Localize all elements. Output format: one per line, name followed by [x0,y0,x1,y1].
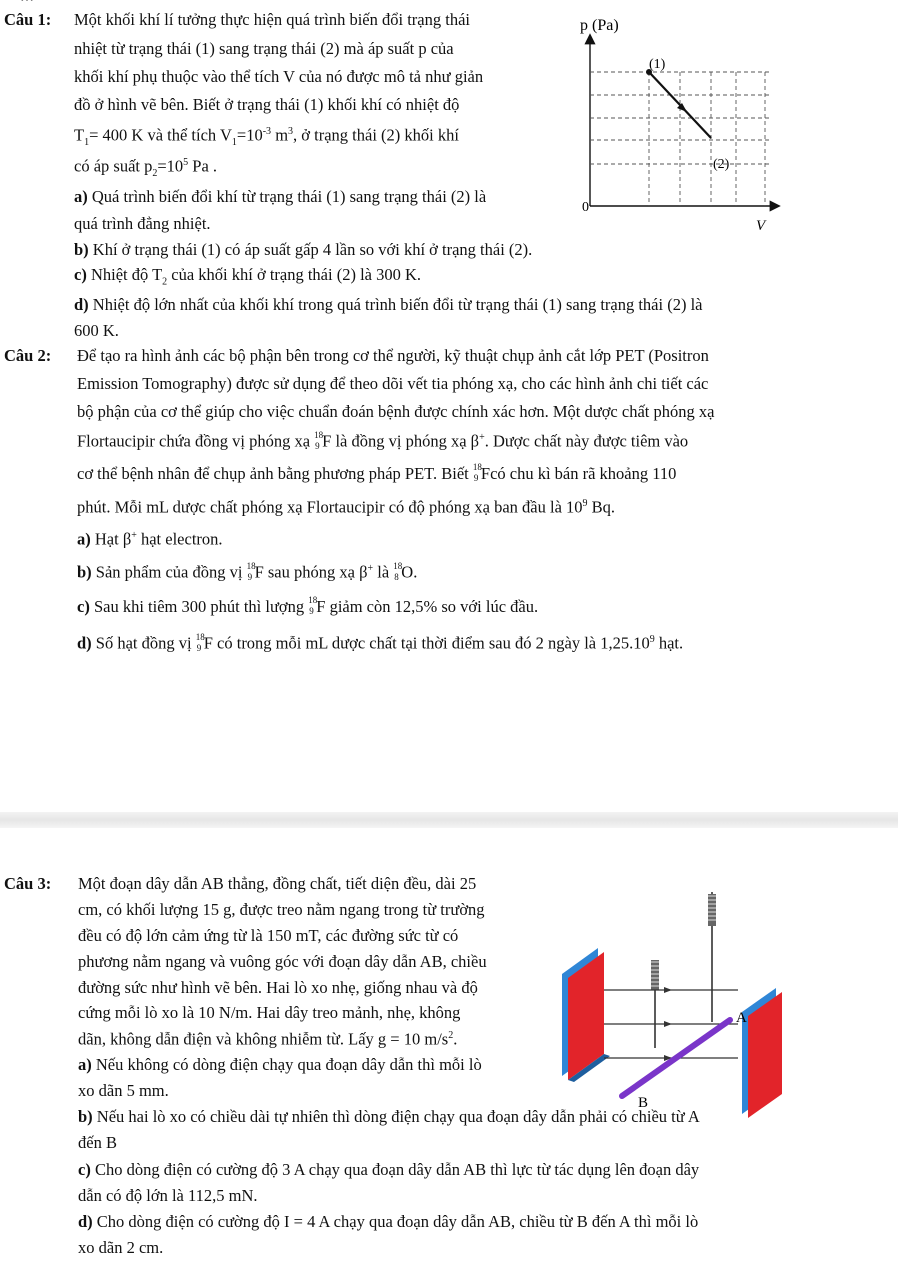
q2-statement-c: c) Sau khi tiêm 300 phút thì lượng 18 9 F giảm còn 12,5% so với lúc đầu. [77,595,539,616]
q2-statement-d: d) Số hạt đồng vị 18 9 F có trong mỗi mL dược chất tại thời điểm sau đó 2 ngày là 1,25.10$^9$ hạt. [77,631,684,653]
q3-statement-d-cont: xo dãn 2 cm. [78,1238,164,1257]
q3-line-3: đều có độ lớn cảm ứng từ là 150 mT, các đường sức từ có [78,926,459,945]
origin-label: 0 [582,200,589,215]
q2-line-1: Để tạo ra hình ảnh các bộ phận bên trong cơ thể người, kỹ thuật chụp ảnh cắt lớp PET (Positron [77,346,709,365]
cropped-top-text [20,0,34,5]
q3-line-2: cm, có khối lượng 15 g, được treo nằm ngang trong từ trường [78,900,485,919]
q1-line-6: có áp suất $p_2=10^5$ Pa . [74,156,218,179]
q2-line-5: cơ thể bệnh nhân để chụp ảnh bằng phương pháp PET. Biết 18 9 Fcó chu kì bán rã khoảng 110 [77,462,677,483]
f18-nuclide: 18 9 [246,560,256,582]
f18-nuclide: 18 9 [195,631,205,653]
f18-nuclide: 18 9 [314,429,324,451]
q1-line-4: đồ ở hình vẽ bên. Biết ở trạng thái (1) khối khí có nhiệt độ [74,95,460,114]
q3-statement-c-cont: dẫn có độ lớn là 112,5 mN. [78,1186,258,1205]
f18-nuclide: 18 9 [308,595,318,616]
q3-statement-b-cont: đến B [78,1133,117,1152]
q3-line-6: cứng mỗi lò xo là 10 N/m. Hai dây treo mảnh, nhẹ, không [78,1003,461,1022]
q3-line-4: phương nằm ngang và vuông góc với đoạn dây dẫn AB, chiều [78,952,487,971]
q2-statement-a: a) Hạt β+ hạt electron. [77,529,223,549]
q1-line-1: Một khối khí lí tưởng thực hiện quá trình biến đổi trạng thái [74,10,470,29]
v-axis-label: V [756,218,766,234]
f18-nuclide: 18 9 [472,462,482,483]
label-b: B [638,1095,649,1111]
p-axis-label: p (Pa) [580,17,619,34]
q1-statement-d: d) Nhiệt độ lớn nhất của khối khí trong quá trình biến đổi từ trạng thái (1) sang trạng thái (2) là [74,295,703,314]
q3-line-1: Một đoạn dây dẫn AB thẳng, đồng chất, tiết diện đều, dài 25 [78,874,477,893]
spring-right [708,892,716,1022]
q3-label: Câu 3: [4,874,52,893]
q1-line-5: $T_1= 400$ K và thể tích $V_1=10^{-3}$ $m^3$, ở trạng thái (2) khối khí [74,125,459,148]
q1-statement-d-cont: 600 K. [74,321,119,340]
field-arrowheads [664,987,672,1061]
state-1-label: (1) [649,57,666,72]
q3-statement-a-cont: xo dãn 5 mm. [78,1081,169,1100]
q1-statement-b: b) Khí ở trạng thái (1) có áp suất gấp 4 lần so với khí ở trạng thái (2). [74,240,533,259]
magnet-pole-left [562,948,610,1082]
q1-label: Câu 1: [4,10,52,29]
q1-statement-a: a) Quá trình biến đổi khí từ trạng thái (1) sang trạng thái (2) là [74,187,487,206]
q3-statement-a: a) Nếu không có dòng điện chạy qua đoạn dây dẫn thì mỗi lò [78,1055,482,1074]
q2-line-2: Emission Tomography) được sử dụng để theo dõi vết tia phóng xạ, cho các hình ảnh chi tiết các [77,374,709,393]
q3-statement-c: c) Cho dòng điện có cường độ 3 A chạy qua đoạn dây dẫn AB thì lực từ tác dụng lên đoạn dây [78,1160,700,1179]
spring-left [651,960,659,1048]
page-divider [0,812,898,828]
q2-statement-b: b) Sản phẩm của đồng vị 18 9 F sau phóng xạ β+ là 18 8 O. [77,560,418,582]
q2-line-6: phút. Mỗi mL dược chất phóng xạ Flortaucipir có độ phóng xạ ban đầu là $10^9$ Bq. [77,497,616,517]
q3-line-5: đường sức như hình vẽ bên. Hai lò xo nhẹ, giống nhau và độ [78,978,478,997]
q3-statement-d: d) Cho dòng điện có cường độ I = 4 A chạy qua đoạn dây dẫn AB, chiều từ B đến A thì mỗi lò [78,1212,699,1231]
o18-nuclide: 18 8 [393,560,403,582]
magnet-pole-right [742,988,782,1118]
magnet-figure [560,890,792,1126]
q3-statement-b: b) Nếu hai lò xo có chiều dài tự nhiên thì dòng điện chạy qua đoạn dây dẫn phải có chiều từ A [78,1107,700,1126]
q1-line-3: khối khí phụ thuộc vào thể tích V của nó được mô tả như giản [74,67,484,86]
q1-statement-a-cont: quá trình đẳng nhiệt. [74,214,211,233]
label-a: A [736,1010,747,1026]
q1-line-2: nhiệt từ trạng thái (1) sang trạng thái (2) mà áp suất p của [74,39,454,58]
q1-statement-c: c) Nhiệt độ $T_2$ của khối khí ở trạng thái (2) là 300 K. [74,265,422,288]
q2-line-3: bộ phận của cơ thể giúp cho việc chuẩn đoán bệnh được chính xác hơn. Một dược chất phóng xạ [77,402,715,421]
q2-label: Câu 2: [4,346,52,365]
grid-lines [590,72,770,206]
state-2-label: (2) [713,157,730,172]
q2-line-4: Flortaucipir chứa đồng vị phóng xạ 18 9 F là đồng vị phóng xạ β+. Dược chất này được tiêm vào [77,429,689,451]
q3-line-7: dãn, không dẫn điện và không nhiễm từ. Lấy g = 10 $m/s^2$. [78,1029,458,1049]
pv-graph [568,8,783,234]
